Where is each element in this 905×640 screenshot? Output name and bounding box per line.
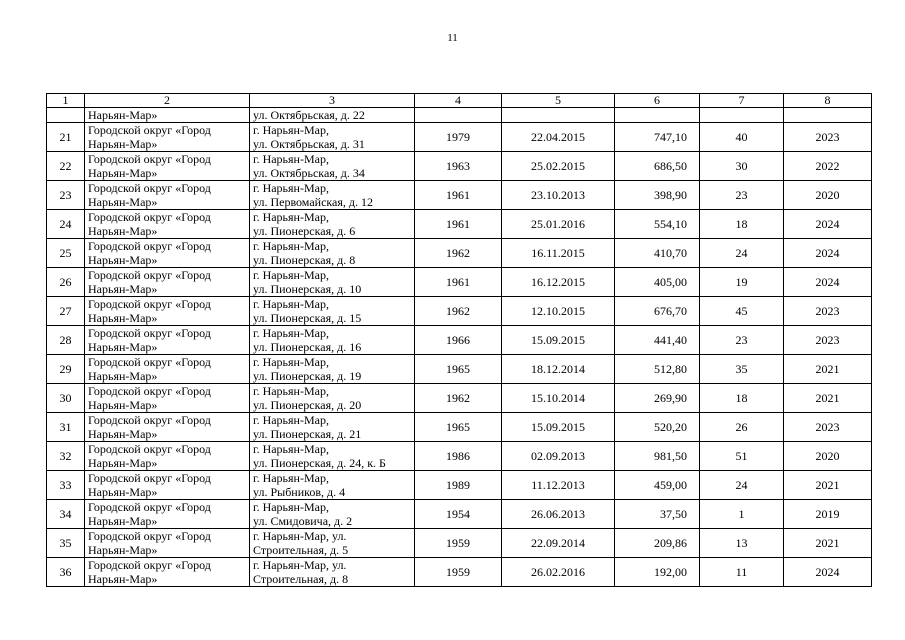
address-line-2: ул. Октябрьская, д. 31: [253, 137, 365, 151]
cell-plan-year: 2021: [784, 384, 872, 413]
cell-year: 1962: [415, 384, 502, 413]
cell-area: 209,86: [615, 529, 700, 558]
municipality-line-1: Городской округ «Город: [88, 239, 211, 253]
page-number: 11: [447, 32, 458, 44]
column-header: 1: [47, 94, 85, 108]
cell-date: 02.09.2013: [502, 442, 615, 471]
address-line-1: г. Нарьян-Мар,: [253, 239, 329, 253]
cell-number: 33: [47, 471, 85, 500]
column-header: 2: [85, 94, 250, 108]
cell-date: 25.01.2016: [502, 210, 615, 239]
municipality-line-2: Нарьян-Мар»: [88, 456, 158, 470]
column-header: 3: [250, 94, 415, 108]
municipality-line-2: Нарьян-Мар»: [88, 485, 158, 499]
cell-date: 26.02.2016: [502, 558, 615, 587]
table-row: [47, 297, 872, 326]
cell-date: 16.12.2015: [502, 268, 615, 297]
cell-residents: 11: [700, 558, 784, 587]
cell-number: 22: [47, 152, 85, 181]
address-line-2: ул. Пионерская, д. 21: [253, 427, 362, 441]
table-row: [47, 181, 872, 210]
cell-area: 37,50: [615, 500, 700, 529]
cell-year: 1954: [415, 500, 502, 529]
cell-year: 1965: [415, 355, 502, 384]
table-row: [47, 500, 872, 529]
address-line-2: ул. Первомайская, д. 12: [253, 195, 373, 209]
cell-number: 36: [47, 558, 85, 587]
cell-area: 554,10: [615, 210, 700, 239]
address-line-2: ул. Пионерская, д. 24, к. Б: [253, 456, 386, 470]
address-line-1: г. Нарьян-Мар, ул.: [253, 558, 347, 572]
municipality-line-2: Нарьян-Мар»: [88, 514, 158, 528]
cell-municipality: [85, 558, 250, 587]
cell-municipality: [85, 152, 250, 181]
cell-number: 28: [47, 326, 85, 355]
municipality-line-2: Нарьян-Мар»: [88, 137, 158, 151]
address-line-2: ул. Пионерская, д. 10: [253, 282, 362, 296]
municipality-line-2: Нарьян-Мар»: [88, 340, 158, 354]
cell-address: [250, 123, 415, 152]
cell-year: [415, 108, 502, 123]
cell-number: 35: [47, 529, 85, 558]
cell-plan-year: 2023: [784, 326, 872, 355]
cell-area: 398,90: [615, 181, 700, 210]
cell-municipality: [85, 239, 250, 268]
cell-plan-year: 2023: [784, 413, 872, 442]
cell-area: 192,00: [615, 558, 700, 587]
address-line-2: ул. Пионерская, д. 19: [253, 369, 362, 383]
table-row: [47, 123, 872, 152]
cell-number: 32: [47, 442, 85, 471]
municipality-line-2: Нарьян-Мар»: [88, 572, 158, 586]
municipality-line-1: Городской округ «Город: [88, 529, 211, 543]
cell-year: 1962: [415, 297, 502, 326]
cell-residents: 40: [700, 123, 784, 152]
cell-area: 410,70: [615, 239, 700, 268]
cell-number: 31: [47, 413, 85, 442]
cell-residents: 23: [700, 181, 784, 210]
cell-residents: 18: [700, 384, 784, 413]
municipality-line-1: Городской округ «Город: [88, 558, 211, 572]
cell-date: 15.09.2015: [502, 326, 615, 355]
cell-number: 23: [47, 181, 85, 210]
column-header: 7: [700, 94, 784, 108]
cell-year: 1959: [415, 529, 502, 558]
municipality-line-2: Нарьян-Мар»: [88, 282, 158, 296]
cell-number: 34: [47, 500, 85, 529]
address-line-1: г. Нарьян-Мар,: [253, 326, 329, 340]
address-line-2: ул. Пионерская, д. 20: [253, 398, 362, 412]
cell-municipality: [85, 442, 250, 471]
cell-municipality: [85, 326, 250, 355]
cell-residents: 13: [700, 529, 784, 558]
municipality-line-2: Нарьян-Мар»: [88, 427, 158, 441]
continuation-row: [47, 108, 872, 123]
cell-year: 1986: [415, 442, 502, 471]
address-line-1: г. Нарьян-Мар,: [253, 355, 329, 369]
cell-area: 269,90: [615, 384, 700, 413]
cell-residents: [700, 108, 784, 123]
table-row: [47, 210, 872, 239]
cell-plan-year: 2021: [784, 471, 872, 500]
cell-area: 405,00: [615, 268, 700, 297]
cell-address: [250, 239, 415, 268]
cell-area: 441,40: [615, 326, 700, 355]
cell-municipality: [85, 384, 250, 413]
table-row: [47, 384, 872, 413]
table-row: [47, 239, 872, 268]
cell-plan-year: 2023: [784, 297, 872, 326]
cell-address: [250, 500, 415, 529]
address-line-2: ул. Пионерская, д. 6: [253, 224, 356, 238]
table-row: [47, 442, 872, 471]
cell-area: 520,20: [615, 413, 700, 442]
cell-plan-year: 2024: [784, 210, 872, 239]
cell-number: 29: [47, 355, 85, 384]
address-line-1: г. Нарьян-Мар,: [253, 500, 329, 514]
address-line-1: г. Нарьян-Мар,: [253, 384, 329, 398]
cell-date: 18.12.2014: [502, 355, 615, 384]
cell-plan-year: 2020: [784, 181, 872, 210]
table-row: [47, 529, 872, 558]
cell-municipality: [85, 181, 250, 210]
cell-address: [250, 355, 415, 384]
address-line-1: г. Нарьян-Мар,: [253, 181, 329, 195]
table-row: [47, 471, 872, 500]
municipality-line-2: Нарьян-Мар»: [88, 224, 158, 238]
cell-date: 22.09.2014: [502, 529, 615, 558]
municipality-line-2: Нарьян-Мар»: [88, 398, 158, 412]
table-row: [47, 326, 872, 355]
cell-municipality: [85, 123, 250, 152]
municipality-line-1: Городской округ «Город: [88, 181, 211, 195]
table-row: [47, 558, 872, 587]
cell-residents: 51: [700, 442, 784, 471]
cell-residents: 30: [700, 152, 784, 181]
cell-year: 1962: [415, 239, 502, 268]
cell-date: 12.10.2015: [502, 297, 615, 326]
address-line-1: г. Нарьян-Мар,: [253, 471, 329, 485]
municipality-line-1: Городской округ «Город: [88, 442, 211, 456]
cell-address: [250, 181, 415, 210]
cell-year: 1989: [415, 471, 502, 500]
municipality-line-1: Городской округ «Город: [88, 297, 211, 311]
cell-plan-year: 2021: [784, 355, 872, 384]
cell-address: [250, 384, 415, 413]
municipality-line-1: Городской округ «Город: [88, 326, 211, 340]
address-line-2: ул. Рыбников, д. 4: [253, 485, 346, 499]
cell-date: 11.12.2013: [502, 471, 615, 500]
table-header: [47, 94, 872, 108]
header-row: [47, 94, 872, 108]
address-line-1: г. Нарьян-Мар, ул.: [253, 529, 347, 543]
cell-address: [250, 529, 415, 558]
municipality-line-2: Нарьян-Мар»: [88, 166, 158, 180]
municipality-line-2: Нарьян-Мар»: [88, 311, 158, 325]
table-row: [47, 355, 872, 384]
cell-residents: 23: [700, 326, 784, 355]
address-line-2: ул. Пионерская, д. 15: [253, 311, 362, 325]
cell-date: 15.10.2014: [502, 384, 615, 413]
cell-number: 21: [47, 123, 85, 152]
address-line-2: Строительная, д. 5: [253, 543, 349, 557]
cell-plan-year: 2022: [784, 152, 872, 181]
cell-area: 981,50: [615, 442, 700, 471]
municipality-line-1: Городской округ «Город: [88, 500, 211, 514]
municipality-line-2: Нарьян-Мар»: [88, 369, 158, 383]
cell-municipality: Нарьян-Мар»: [85, 108, 250, 123]
cell-residents: 45: [700, 297, 784, 326]
cell-residents: 26: [700, 413, 784, 442]
municipality-line-1: Городской округ «Город: [88, 355, 211, 369]
cell-area: [615, 108, 700, 123]
cell-plan-year: [784, 108, 872, 123]
column-header: 4: [415, 94, 502, 108]
municipality-line-1: Городской округ «Город: [88, 413, 211, 427]
address-line-1: г. Нарьян-Мар,: [253, 297, 329, 311]
cell-municipality: [85, 529, 250, 558]
cell-municipality: [85, 500, 250, 529]
cell-year: 1965: [415, 413, 502, 442]
cell-plan-year: 2024: [784, 268, 872, 297]
table-row: [47, 152, 872, 181]
cell-number: 24: [47, 210, 85, 239]
municipality-line-1: Городской округ «Город: [88, 268, 211, 282]
cell-number: 26: [47, 268, 85, 297]
cell-address: [250, 297, 415, 326]
cell-year: 1963: [415, 152, 502, 181]
municipality-line-1: Городской округ «Город: [88, 210, 211, 224]
cell-address: [250, 442, 415, 471]
cell-year: 1979: [415, 123, 502, 152]
address-line-1: г. Нарьян-Мар,: [253, 268, 329, 282]
cell-residents: 18: [700, 210, 784, 239]
address-line-2: Строительная, д. 8: [253, 572, 349, 586]
cell-date: 25.02.2015: [502, 152, 615, 181]
cell-plan-year: 2024: [784, 558, 872, 587]
address-line-2: ул. Пионерская, д. 16: [253, 340, 362, 354]
cell-date: 16.11.2015: [502, 239, 615, 268]
cell-municipality: [85, 471, 250, 500]
cell-plan-year: 2019: [784, 500, 872, 529]
cell-municipality: [85, 297, 250, 326]
cell-address: [250, 471, 415, 500]
cell-area: 676,70: [615, 297, 700, 326]
address-line-1: г. Нарьян-Мар,: [253, 123, 329, 137]
cell-address: [250, 152, 415, 181]
address-line-2: ул. Пионерская, д. 8: [253, 253, 356, 267]
cell-area: 747,10: [615, 123, 700, 152]
cell-municipality: [85, 268, 250, 297]
address-line-2: ул. Смидовича, д. 2: [253, 514, 353, 528]
address-line-1: г. Нарьян-Мар,: [253, 152, 329, 166]
cell-municipality: [85, 210, 250, 239]
cell-address: [250, 268, 415, 297]
cell-area: 686,50: [615, 152, 700, 181]
cell-year: 1966: [415, 326, 502, 355]
cell-year: 1961: [415, 181, 502, 210]
cell-plan-year: 2024: [784, 239, 872, 268]
cell-address: [250, 558, 415, 587]
table-row: [47, 413, 872, 442]
address-line-2: ул. Октябрьская, д. 34: [253, 166, 365, 180]
cell-municipality: [85, 355, 250, 384]
cell-year: 1961: [415, 268, 502, 297]
municipality-line-1: Городской округ «Город: [88, 384, 211, 398]
municipality-line-2: Нарьян-Мар»: [88, 253, 158, 267]
address-line-1: г. Нарьян-Мар,: [253, 442, 329, 456]
municipality-line-2: Нарьян-Мар»: [88, 195, 158, 209]
municipality-line-2: Нарьян-Мар»: [88, 543, 158, 557]
housing-registry-table: [46, 93, 872, 587]
cell-plan-year: 2023: [784, 123, 872, 152]
cell-date: [502, 108, 615, 123]
cell-residents: 1: [700, 500, 784, 529]
column-header: 8: [784, 94, 872, 108]
cell-residents: 24: [700, 471, 784, 500]
cell-residents: 35: [700, 355, 784, 384]
municipality-line-1: Городской округ «Город: [88, 123, 211, 137]
municipality-line-1: Городской округ «Город: [88, 152, 211, 166]
cell-date: 22.04.2015: [502, 123, 615, 152]
cell-residents: 24: [700, 239, 784, 268]
address-line-1: г. Нарьян-Мар,: [253, 210, 329, 224]
cell-area: 512,80: [615, 355, 700, 384]
cell-address: [250, 210, 415, 239]
column-header: 6: [615, 94, 700, 108]
cell-plan-year: 2020: [784, 442, 872, 471]
address-line-1: г. Нарьян-Мар,: [253, 413, 329, 427]
cell-year: 1961: [415, 210, 502, 239]
cell-number: 27: [47, 297, 85, 326]
cell-address: [250, 326, 415, 355]
cell-municipality: [85, 413, 250, 442]
cell-residents: 19: [700, 268, 784, 297]
cell-number: [47, 108, 85, 123]
cell-address: ул. Октябрьская, д. 22: [250, 108, 415, 123]
cell-area: 459,00: [615, 471, 700, 500]
cell-date: 26.06.2013: [502, 500, 615, 529]
cell-year: 1959: [415, 558, 502, 587]
cell-plan-year: 2021: [784, 529, 872, 558]
cell-date: 23.10.2013: [502, 181, 615, 210]
cell-number: 30: [47, 384, 85, 413]
table-row: [47, 268, 872, 297]
cell-date: 15.09.2015: [502, 413, 615, 442]
column-header: 5: [502, 94, 615, 108]
cell-address: [250, 413, 415, 442]
municipality-line-1: Городской округ «Город: [88, 471, 211, 485]
cell-number: 25: [47, 239, 85, 268]
table-body: [47, 108, 872, 587]
